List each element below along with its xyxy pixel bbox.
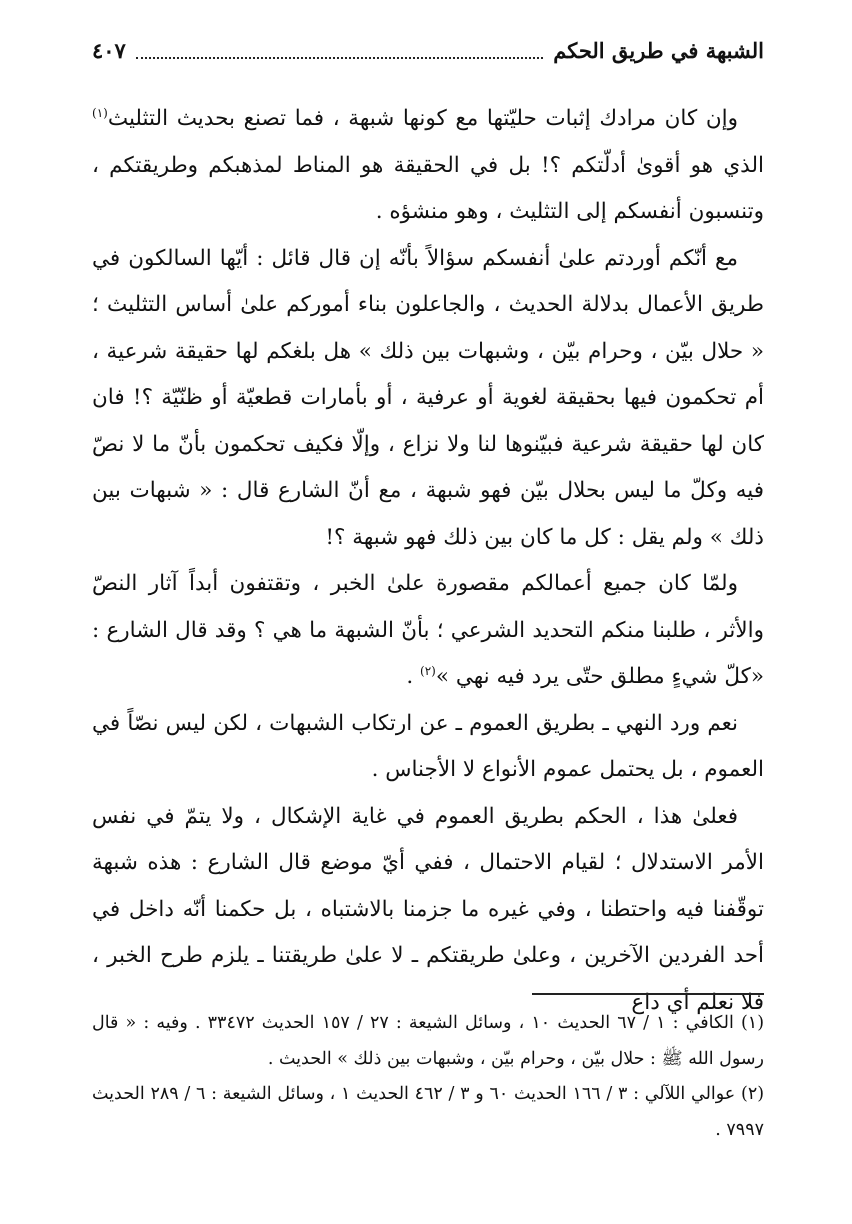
footnote-2: (٢) عوالي اللآلي : ٣ / ١٦٦ الحديث ٦٠ و ٣ / ٤٦٢ الحديث ١ ، وسائل الشيعة : ٦ / ٢٨٩ الحديث ٧٩٩٧ . [92,1084,765,1140]
running-header-title: الشبهة في طريق الحكم [553,37,764,63]
paragraph-3-text: ولمّا كان جميع أعمالكم مقصورة علىٰ الخبر ، وتقتفون أبداً آثار النصّ والأثر ، طلبنا منكم التحديد الشرعي ؛ بأنّ الشبهة ما هي ؟ وقد قال الشارع : «كلّ شيءٍ مطلق حتّى يرد فيه نهي » [92,571,764,689]
paragraph-1-text-continued: الذي هو أقوىٰ أدلّتكم ؟! بل في الحقيقة هو المناط لمذهبكم وطريقتكم ، وتنسبون أنفسكم إلى التثليث ، وهو منشؤه . [92,152,764,224]
main-text [92,96,764,1026]
running-header [92,30,764,70]
paragraph-4-text: نعم ورد النهي ـ بطريق العموم ـ عن ارتكاب الشبهات ، لكن ليس نصّاً في العموم ، بل يحتمل عموم الأنواع لا الأجناس . [92,710,764,782]
paragraph-3-text-continued: . [406,664,421,689]
paragraph-2-text: مع أنّكم أوردتم علىٰ أنفسكم سؤالاً بأنّه إن قال قائل : أيّها السالكون في طريق الأعمال بدلالة الحديث ، والجاعلون بناء أموركم علىٰ أساس التثليث ؛ « حلال بيّن ، وحرام بيّن ، وشبهات بين ذلك » هل بلغكم لها حقيقة شرعية ، أم تحكمون فيها بحقيقة لغوية أو عرفية ، أو بأمارات قطعيّة أو ظنّيّة ؟! فان كان لها حقيقة شرعية فبيّنوها لنا ولا نزاع ، وإلّا فكيف تحكمون بأنّ ما لا نصّ فيه وكلّ ما ليس بحلال بيّن فهو شبهة ، مع أنّ الشارع قال : « شبهات بين ذلك » ولم يقل : كل ما كان بين ذلك فهو شبهة ؟! [92,245,764,550]
page-number: ٤٠٧ [92,37,126,63]
paragraph-1-text: وإن كان مرادك إثبات حليّتها مع كونها شبهة ، فما تصنع بحديث التثليث [107,106,738,131]
paragraph-4 [92,701,764,794]
paragraph-3 [92,561,764,701]
footnote-1: (١) الكافي : ١ / ٦٧ الحديث ١٠ ، وسائل الشيعة : ٢٧ / ١٥٧ الحديث ٣٣٤٧٢ . وفيه : « قال رسول الله ﷺ : حلال بيّن ، وحرام بيّن ، وشبهات بين ذلك » الحديث . [92,1013,765,1069]
paragraph-2 [92,236,764,562]
footnote-ref-2: (٢) [420,663,436,678]
footnote-separator [532,993,764,995]
footnotes [92,1006,764,1148]
paragraph-5 [92,794,764,1027]
paragraph-1 [92,96,764,236]
paragraph-5-text: فعلىٰ هذا ، الحكم بطريق العموم في غاية الإشكال ، ولا يتمّ في نفس الأمر الاستدلال ؛ لقيام الاحتمال ، ففي أيّ موضع قال الشارع : هذه شبهة توقّفنا فيه واحتطنا ، وفي غيره ما جزمنا بالاشتباه ، بل حكمنا أنّه داخل في أحد الفردين الآخرين ، وعلىٰ طريقتكم ـ لا علىٰ طريقتنا ـ يلزم طرح الخبر ، فلا نعلم أي داع [92,803,764,1015]
footnote-ref-1: (١) [92,105,108,120]
dotted-leader [136,41,543,59]
